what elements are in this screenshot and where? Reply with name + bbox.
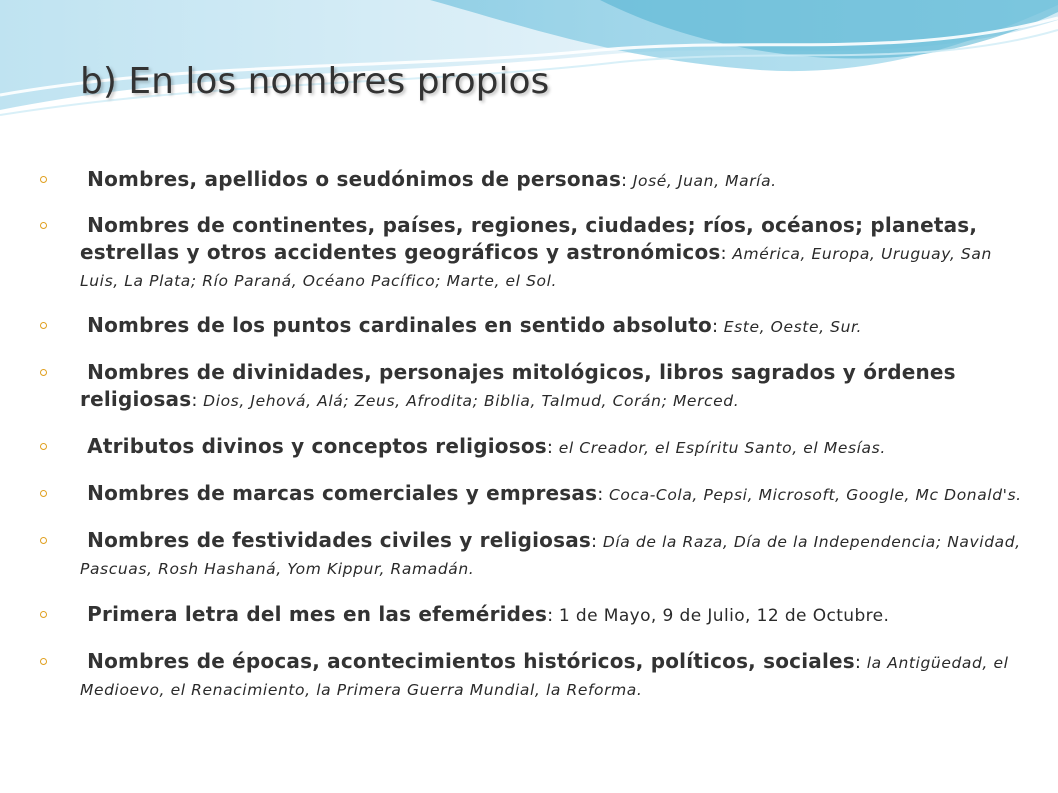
item-label: Nombres de continentes, países, regiones, ciudades; ríos, océanos; planetas, estrellas y otros accidentes geográficos y astronómicos (80, 213, 978, 264)
bullet-icon (40, 176, 47, 183)
list-item: Nombres de continentes, países, regiones, ciudades; ríos, océanos; planetas, estrellas y otros accidentes geográficos y astronómicos: América, Europa, Uruguay, San Luis, La Plata; Río Paraná, Océano Pacífico; Marte, el Sol. (40, 212, 1030, 295)
item-label: Nombres de marcas comerciales y empresas (87, 481, 598, 505)
list-item: Nombres de marcas comerciales y empresas: Coca-Cola, Pepsi, Microsoft, Google, Mc Donald's. (40, 480, 1030, 509)
title-main: En los nombres propios (128, 61, 550, 102)
list-item: Nombres de festividades civiles y religiosas: Día de la Raza, Día de la Independencia; Navidad, Pascuas, Rosh Hashaná, Yom Kippur, Ramadán. (40, 527, 1030, 583)
item-label: Nombres de épocas, acontecimientos históricos, políticos, sociales (87, 649, 855, 673)
bullet-icon (40, 369, 47, 376)
title-prefix: b) (80, 61, 117, 102)
bullet-icon (40, 222, 47, 229)
list-item: Atributos divinos y conceptos religiosos: el Creador, el Espíritu Santo, el Mesías. (40, 433, 1030, 462)
item-label: Nombres, apellidos o seudónimos de personas (87, 167, 622, 191)
item-examples: José, Juan, María. (632, 172, 777, 190)
list-item: Nombres, apellidos o seudónimos de personas: José, Juan, María. (40, 166, 1030, 195)
list-item: Nombres de los puntos cardinales en sentido absoluto: Este, Oeste, Sur. (40, 312, 1030, 341)
bullet-icon (40, 658, 47, 665)
item-examples: Día de la Raza, Día de la Independencia; Navidad, Pascuas, Rosh Hashaná, Yom Kippur, Ramadán. (80, 533, 1021, 578)
item-label: Nombres de divinidades, personajes mitológicos, libros sagrados y órdenes religiosas (80, 360, 956, 411)
item-examples: Dios, Jehová, Alá; Zeus, Afrodita; Biblia, Talmud, Corán; Merced. (203, 392, 740, 410)
item-label: Atributos divinos y conceptos religiosos (87, 434, 547, 458)
list-item: Nombres de épocas, acontecimientos históricos, políticos, sociales: la Antigüedad, el Medioevo, el Renacimiento, la Primera Guerra Mundial, la Reforma. (40, 648, 1030, 704)
bullet-icon (40, 490, 47, 497)
item-examples: América, Europa, Uruguay, San Luis, La Plata; Río Paraná, Océano Pacífico; Marte, el Sol. (80, 245, 992, 290)
list-item: Nombres de divinidades, personajes mitológicos, libros sagrados y órdenes religiosas: Dios, Jehová, Alá; Zeus, Afrodita; Biblia, Talmud, Corán; Merced. (40, 359, 1030, 415)
bullet-icon (40, 322, 47, 329)
rules-list (40, 162, 1030, 704)
bullet-icon (40, 443, 47, 450)
item-examples: Este, Oeste, Sur. (723, 318, 863, 336)
bullet-icon (40, 537, 47, 544)
bullet-icon (40, 611, 47, 618)
item-examples: el Creador, el Espíritu Santo, el Mesías. (558, 439, 886, 457)
item-label: Primera letra del mes en las efemérides (87, 602, 548, 626)
item-examples: 1 de Mayo, 9 de Julio, 12 de Octubre. (558, 606, 890, 626)
item-examples: Coca-Cola, Pepsi, Microsoft, Google, Mc Donald's. (608, 486, 1022, 504)
slide-title (80, 62, 549, 102)
item-label: Nombres de los puntos cardinales en sentido absoluto (87, 313, 712, 337)
list-item: Primera letra del mes en las efemérides: 1 de Mayo, 9 de Julio, 12 de Octubre. (40, 601, 1030, 630)
item-label: Nombres de festividades civiles y religiosas (87, 528, 592, 552)
item-examples: la Antigüedad, el Medioevo, el Renacimiento, la Primera Guerra Mundial, la Reforma. (80, 654, 1009, 699)
